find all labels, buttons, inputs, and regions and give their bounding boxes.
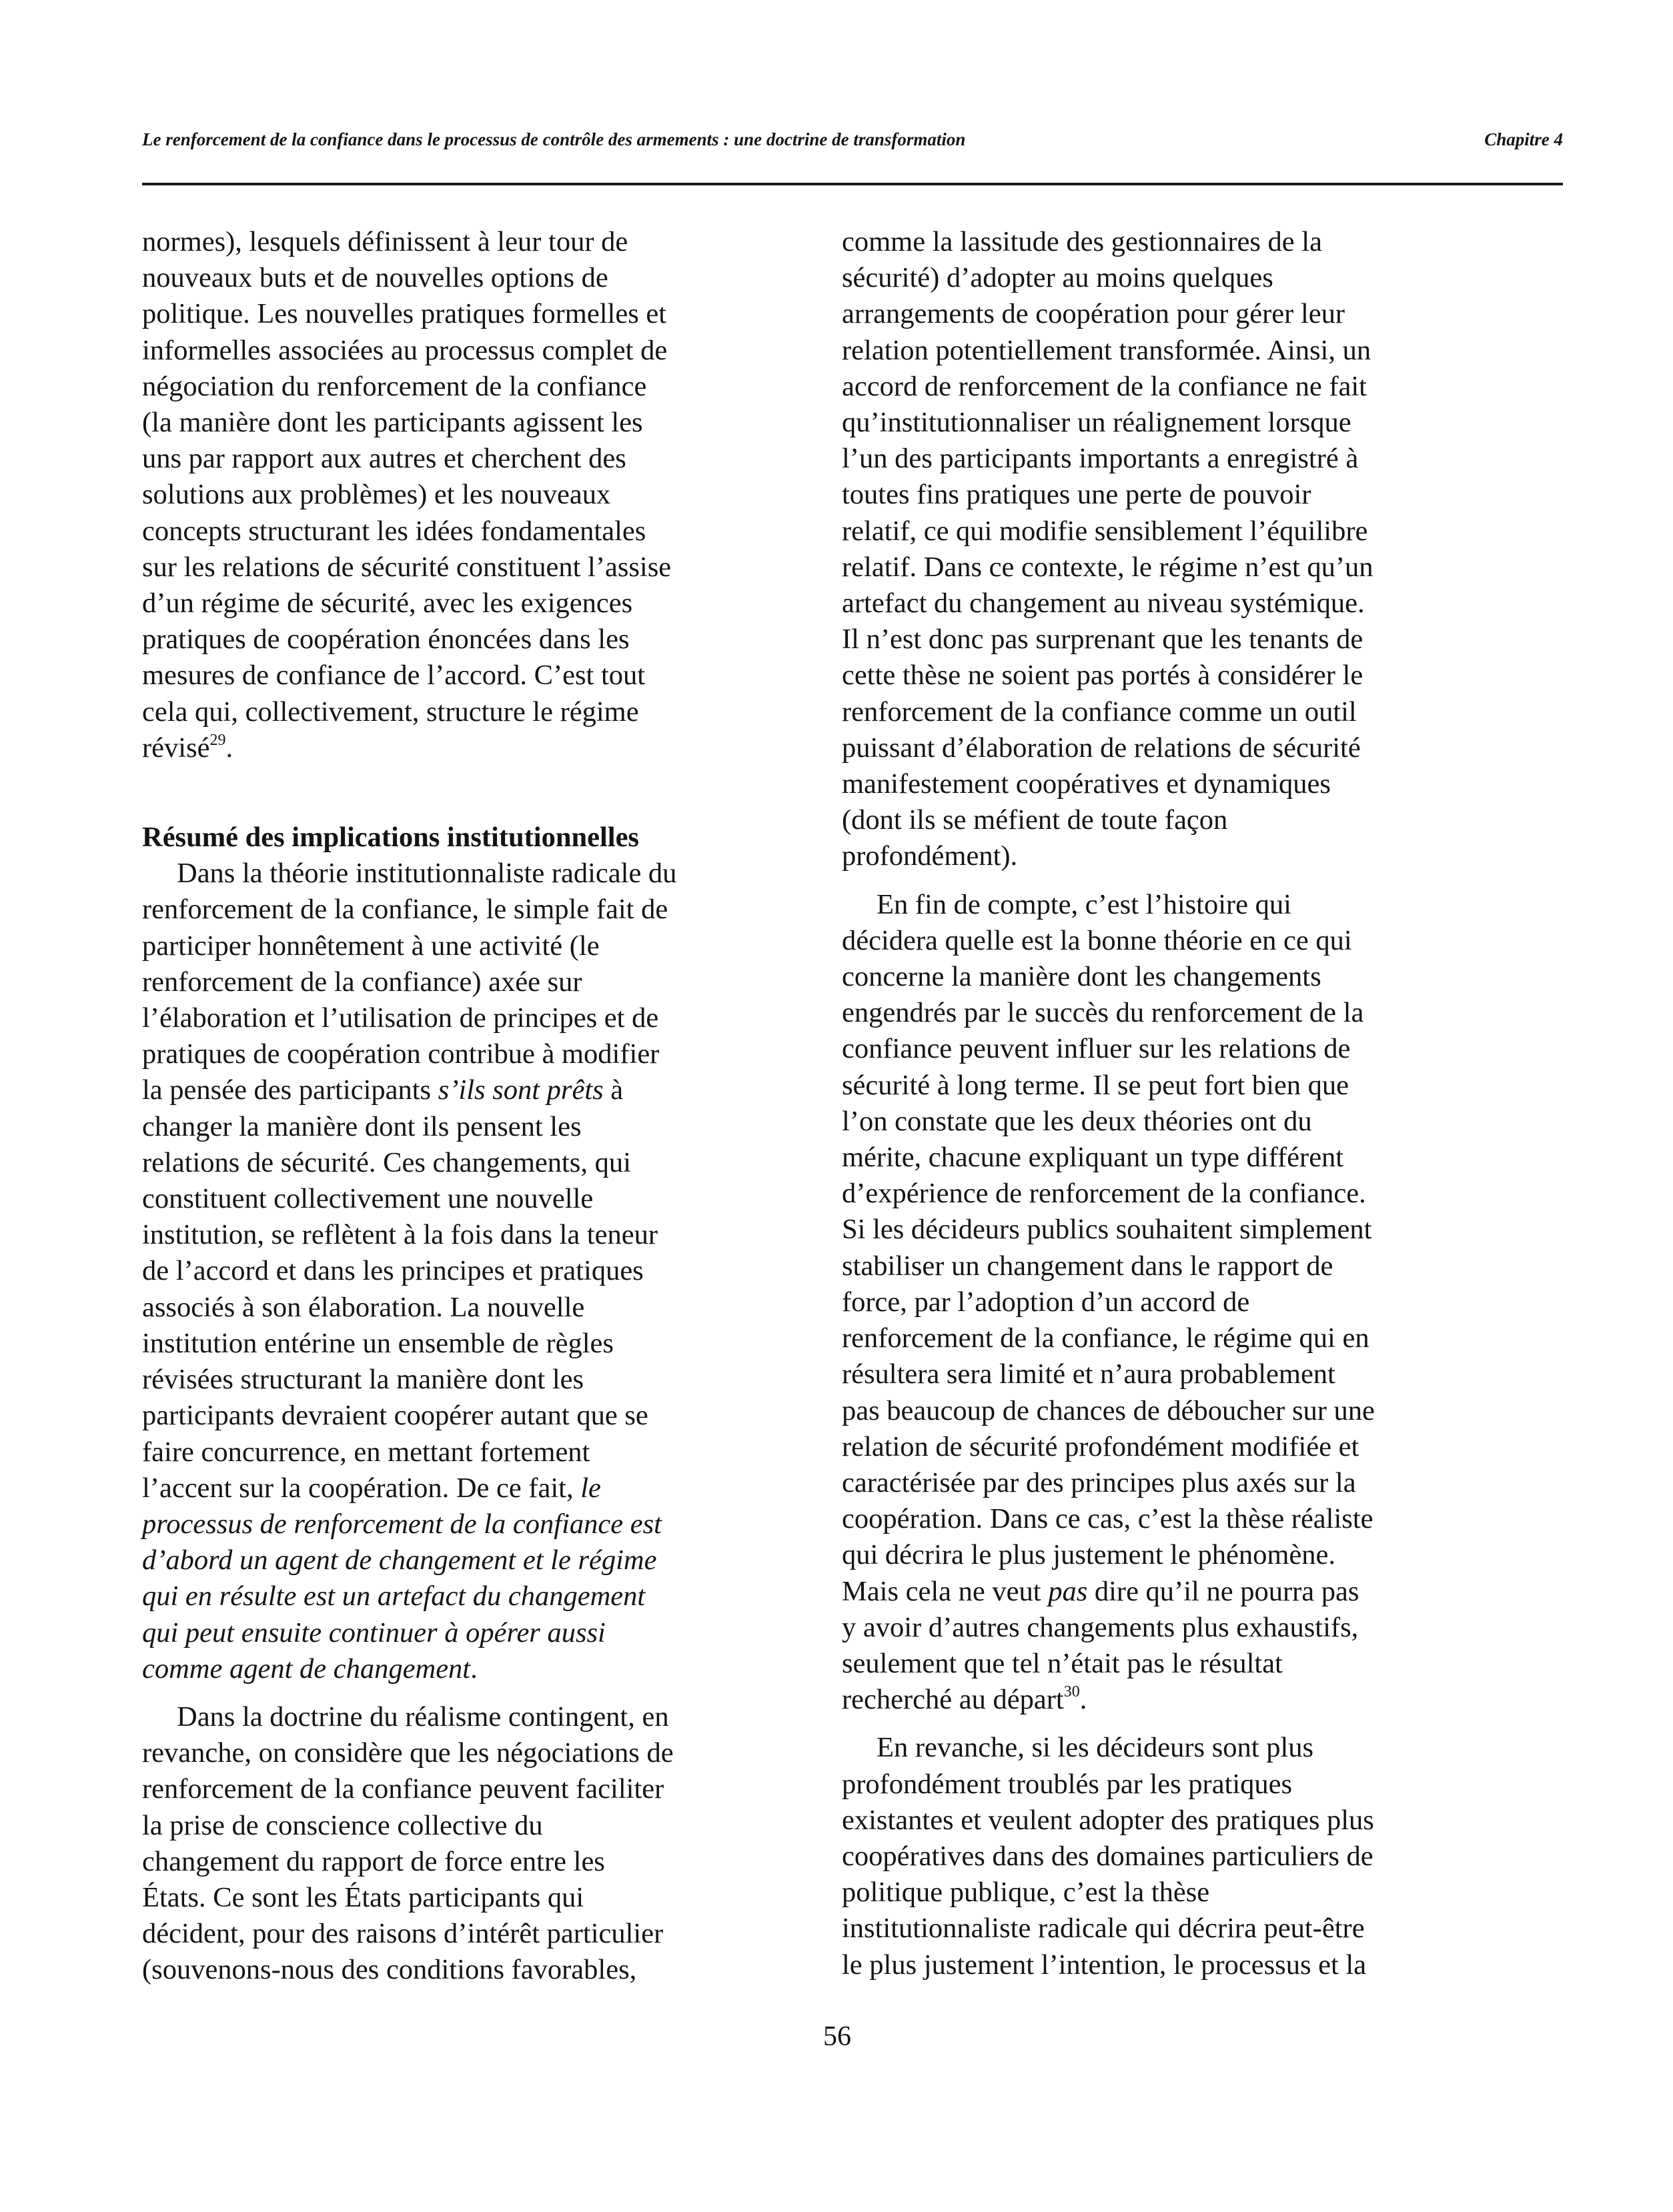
text-line: [842, 1682, 1442, 1718]
text-line: informelles associées au processus complet de: [142, 334, 668, 366]
emphasis-line: processus de renforcement de la confiance est: [142, 1508, 662, 1540]
text-line: force, par l’adoption d’un accord de: [842, 1286, 1250, 1318]
text-line: l’élaboration et l’utilisation de principes et de: [142, 1002, 659, 1034]
text-line: institution, se reflètent à la fois dans la teneur: [142, 1219, 658, 1251]
text-line: pratiques de coopération énoncées dans les: [142, 624, 630, 656]
emphasis-line: qui en résulte est un artefact du changement: [142, 1580, 646, 1612]
page-number: 56: [823, 2021, 851, 2052]
text-line: participer honnêtement à une activité (le: [142, 930, 600, 962]
text-line: (dont ils se méfient de toute façon: [842, 804, 1228, 836]
text-line: constituent collectivement une nouvelle: [142, 1183, 594, 1215]
text-line: Si les décideurs publics souhaitent simplement: [842, 1214, 1372, 1246]
running-header: [142, 129, 1563, 156]
text-line: de l’accord et dans les principes et pratiques: [142, 1255, 644, 1287]
header-rule: [142, 183, 1563, 185]
text-fragment: .: [1079, 1684, 1087, 1716]
text-line: coopératives dans des domaines particuliers de: [842, 1840, 1373, 1872]
right-column: [842, 224, 1442, 1983]
text-line: (la manière dont les participants agissent les: [142, 407, 643, 439]
text-line: sécurité à long terme. Il se peut fort bien que: [842, 1069, 1349, 1101]
text-line: d’un régime de sécurité, avec les exigences: [142, 588, 633, 620]
text-line: institution entérine un ensemble de règles: [142, 1327, 614, 1359]
text-line: puissant d’élaboration de relations de sécurité: [842, 732, 1361, 764]
text-line: décidera quelle est la bonne théorie en ce qui: [842, 924, 1352, 956]
text-line: En fin de compte, c’est l’histoire qui: [877, 888, 1291, 920]
emphasis-line: d’abord un agent de changement et le régime: [142, 1544, 657, 1576]
text-line: pratiques de coopération contribue à modifier: [142, 1038, 660, 1070]
text-line: coopération. Dans ce cas, c’est la thèse réaliste: [842, 1503, 1373, 1535]
text-fragment: recherché au départ: [842, 1684, 1064, 1716]
text-line: l’un des participants importants a enregistré à: [842, 443, 1359, 475]
text-line: résultera sera limité et n’aura probablement: [842, 1358, 1335, 1390]
text-line: mesures de confiance de l’accord. C’est tout: [142, 660, 646, 692]
text-line: [142, 730, 742, 766]
text-line: seulement que tel n’était pas le résultat: [842, 1647, 1283, 1679]
text-line: relatif. Dans ce contexte, le régime n’est qu’un: [842, 551, 1373, 583]
running-header-title: Le renforcement de la confiance dans le processus de contrôle des armements : une doctrine de transformation: [142, 129, 966, 149]
emphasis-text: comme agent de changement: [142, 1652, 471, 1685]
text-line: normes), lesquels définissent à leur tour de: [142, 226, 628, 257]
text-line: uns par rapport aux autres et cherchent des: [142, 443, 626, 475]
paragraph-continuation: [142, 224, 742, 766]
text-line: négociation du renforcement de la confiance: [142, 370, 647, 402]
text-line: profondément).: [842, 840, 1018, 872]
text-line: institutionnaliste radicale qui décrira peut-être: [842, 1913, 1365, 1945]
text-line: Dans la doctrine du réalisme contingent, en: [177, 1701, 669, 1733]
text-fragment: l’accent sur la coopération. De ce fait,: [142, 1472, 581, 1504]
text-fragment: à: [603, 1074, 624, 1106]
text-line: l’on constate que les deux théories ont du: [842, 1105, 1312, 1137]
text-line: Dans la théorie institutionnaliste radicale du: [177, 858, 677, 890]
text-line: renforcement de la confiance, le simple fait de: [142, 894, 668, 926]
left-column: [142, 224, 742, 1989]
text-line: révisées structurant la manière dont les: [142, 1364, 584, 1396]
text-line: accord de renforcement de la confiance ne fait: [842, 370, 1367, 402]
text-line: décident, pour des raisons d’intérêt particulier: [142, 1918, 664, 1950]
text-line: solutions aux problèmes) et les nouveaux: [142, 479, 611, 511]
emphasis-line: qui peut ensuite continuer à opérer aussi: [142, 1616, 606, 1648]
text-line: [142, 1072, 742, 1108]
paragraph: [142, 1699, 742, 1989]
paragraph: [842, 887, 1442, 1719]
text-line: qu’institutionnaliser un réalignement lorsque: [842, 407, 1351, 439]
text-line: relation de sécurité profondément modifiée et: [842, 1430, 1359, 1462]
text-line: associés à son élaboration. La nouvelle: [142, 1291, 585, 1323]
text-line: qui décrira le plus justement le phénomène.: [842, 1539, 1335, 1571]
text-line: politique publique, c’est la thèse: [842, 1877, 1210, 1909]
emphasis-text: s’ils sont prêts: [438, 1074, 604, 1106]
text-fragment: .: [225, 732, 233, 764]
text-line: participants devraient coopérer autant que se: [142, 1400, 648, 1432]
text-line: Il n’est donc pas surprenant que les tenants de: [842, 624, 1363, 656]
text-line: nouveaux buts et de nouvelles options de: [142, 262, 608, 294]
text-line: renforcement de la confiance) axée sur: [142, 966, 582, 998]
text-line: engendrés par le succès du renforcement de la: [842, 997, 1364, 1029]
text-line: existantes et veulent adopter des pratiques plus: [842, 1804, 1374, 1836]
text-line: revanche, on considère que les négociations de: [142, 1737, 674, 1769]
text-line: y avoir d’autres changements plus exhaustifs,: [842, 1611, 1359, 1643]
text-line: cela qui, collectivement, structure le régime: [142, 696, 639, 728]
text-line: relations de sécurité. Ces changements, qui: [142, 1146, 631, 1178]
running-header-chapter: Chapitre 4: [1484, 129, 1563, 149]
text-line: changer la manière dont ils pensent les: [142, 1110, 582, 1142]
text-line: [842, 1574, 1442, 1610]
text-line: toutes fins pratiques une perte de pouvoir: [842, 479, 1311, 511]
text-line: renforcement de la confiance peuvent faciliter: [142, 1773, 664, 1805]
text-line: le plus justement l’intention, le processus et la: [842, 1949, 1367, 1981]
text-line: la prise de conscience collective du: [142, 1809, 543, 1841]
footnote-reference: 29: [209, 731, 226, 749]
text-line: [142, 1470, 742, 1506]
text-line: sur les relations de sécurité constituent l’assise: [142, 551, 672, 583]
text-line: cette thèse ne soient pas portés à considérer le: [842, 660, 1363, 692]
text-line: concerne la manière dont les changements: [842, 961, 1321, 993]
text-line: (souvenons-nous des conditions favorables,: [142, 1954, 637, 1986]
emphasis-text: pas: [1048, 1575, 1088, 1607]
text-line: États. Ce sont les États participants qui: [142, 1881, 584, 1913]
text-line: [142, 1651, 742, 1687]
emphasis-text: le: [580, 1472, 601, 1504]
text-fragment: Mais cela ne veut: [842, 1575, 1049, 1607]
text-line: renforcement de la confiance comme un outil: [842, 696, 1357, 728]
section-heading: Résumé des implications institutionnelles: [142, 822, 639, 854]
text-fragment: dire qu’il ne pourra pas: [1087, 1575, 1359, 1607]
text-line: confiance peuvent influer sur les relations de: [842, 1033, 1351, 1065]
text-line: mérite, chacune expliquant un type différent: [842, 1142, 1344, 1174]
text-line: manifestement coopératives et dynamiques: [842, 768, 1331, 800]
paragraph: [842, 1730, 1442, 1983]
text-line: arrangements de coopération pour gérer leur: [842, 298, 1345, 330]
text-line: d’expérience de renforcement de la confiance.: [842, 1178, 1366, 1210]
paragraph-continuation: [842, 224, 1442, 875]
text-line: En revanche, si les décideurs sont plus: [877, 1732, 1314, 1764]
text-fragment: révisé: [142, 732, 210, 764]
text-line: relation potentiellement transformée. Ainsi, un: [842, 334, 1371, 366]
text-line: politique. Les nouvelles pratiques formelles et: [142, 298, 667, 330]
text-line: comme la lassitude des gestionnaires de la: [842, 226, 1322, 257]
text-line: renforcement de la confiance, le régime qui en: [842, 1322, 1369, 1354]
text-line: artefact du changement au niveau systémique.: [842, 588, 1365, 620]
footnote-reference: 30: [1063, 1683, 1080, 1701]
text-fragment: .: [470, 1652, 478, 1685]
text-line: caractérisée par des principes plus axés sur la: [842, 1466, 1356, 1498]
text-line: faire concurrence, en mettant fortement: [142, 1436, 590, 1468]
paragraph: [142, 856, 742, 1687]
text-line: changement du rapport de force entre les: [142, 1845, 605, 1877]
text-line: stabiliser un changement dans le rapport de: [842, 1250, 1333, 1282]
text-line: relatif, ce qui modifie sensiblement l’équilibre: [842, 515, 1368, 547]
text-line: concepts structurant les idées fondamentales: [142, 515, 646, 547]
text-fragment: la pensée des participants: [142, 1074, 438, 1106]
text-line: profondément troublés par les pratiques: [842, 1768, 1293, 1800]
text-line: sécurité) d’adopter au moins quelques: [842, 262, 1273, 294]
text-line: pas beaucoup de chances de déboucher sur une: [842, 1394, 1375, 1426]
